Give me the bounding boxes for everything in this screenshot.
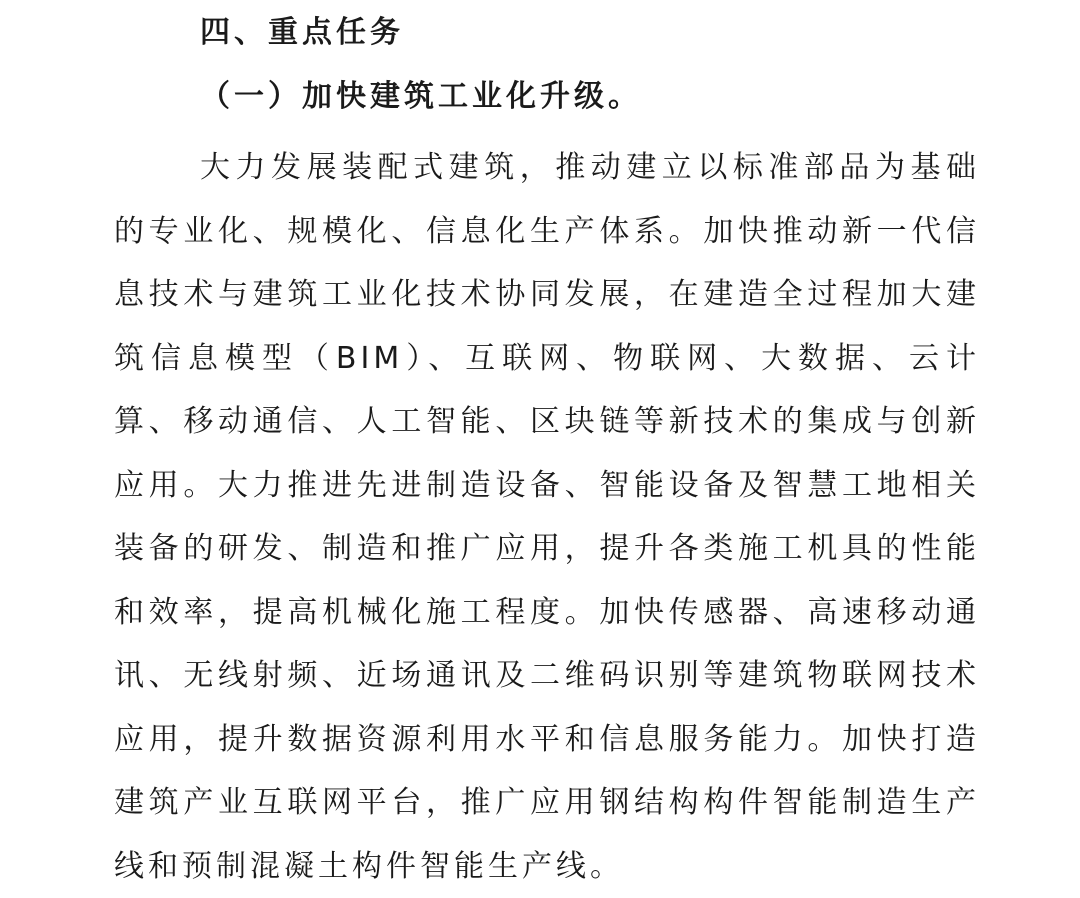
body-paragraph: 大力发展装配式建筑，推动建立以标准部品为基础的专业化、规模化、信息化生产体系。加快推动新一代信息技术与建筑工业化技术协同发展，在建造全过程加大建筑信息模型（BIM）、互联网、物联网、大数据、云计算、移动通信、人工智能、区块链等新技术的集成与创新应用。大力推进先进制造设备、智能设备及智慧工地相关装备的研发、制造和推广应用，提升各类施工机具的性能和效率，提高机械化施工程度。加快传感器、高速移动通讯、无线射频、近场通讯及二维码识别等建筑物联网技术应用，提升数据资源利用水平和信息服务能力。加快打造建筑产业互联网平台，推广应用钢结构构件智能制造生产线和预制混凝土构件智能生产线。 (114, 150, 980, 884)
sub-heading: （一）加快建筑工业化升级。 (200, 79, 642, 114)
section-heading: 四、重点任务 (200, 15, 404, 50)
